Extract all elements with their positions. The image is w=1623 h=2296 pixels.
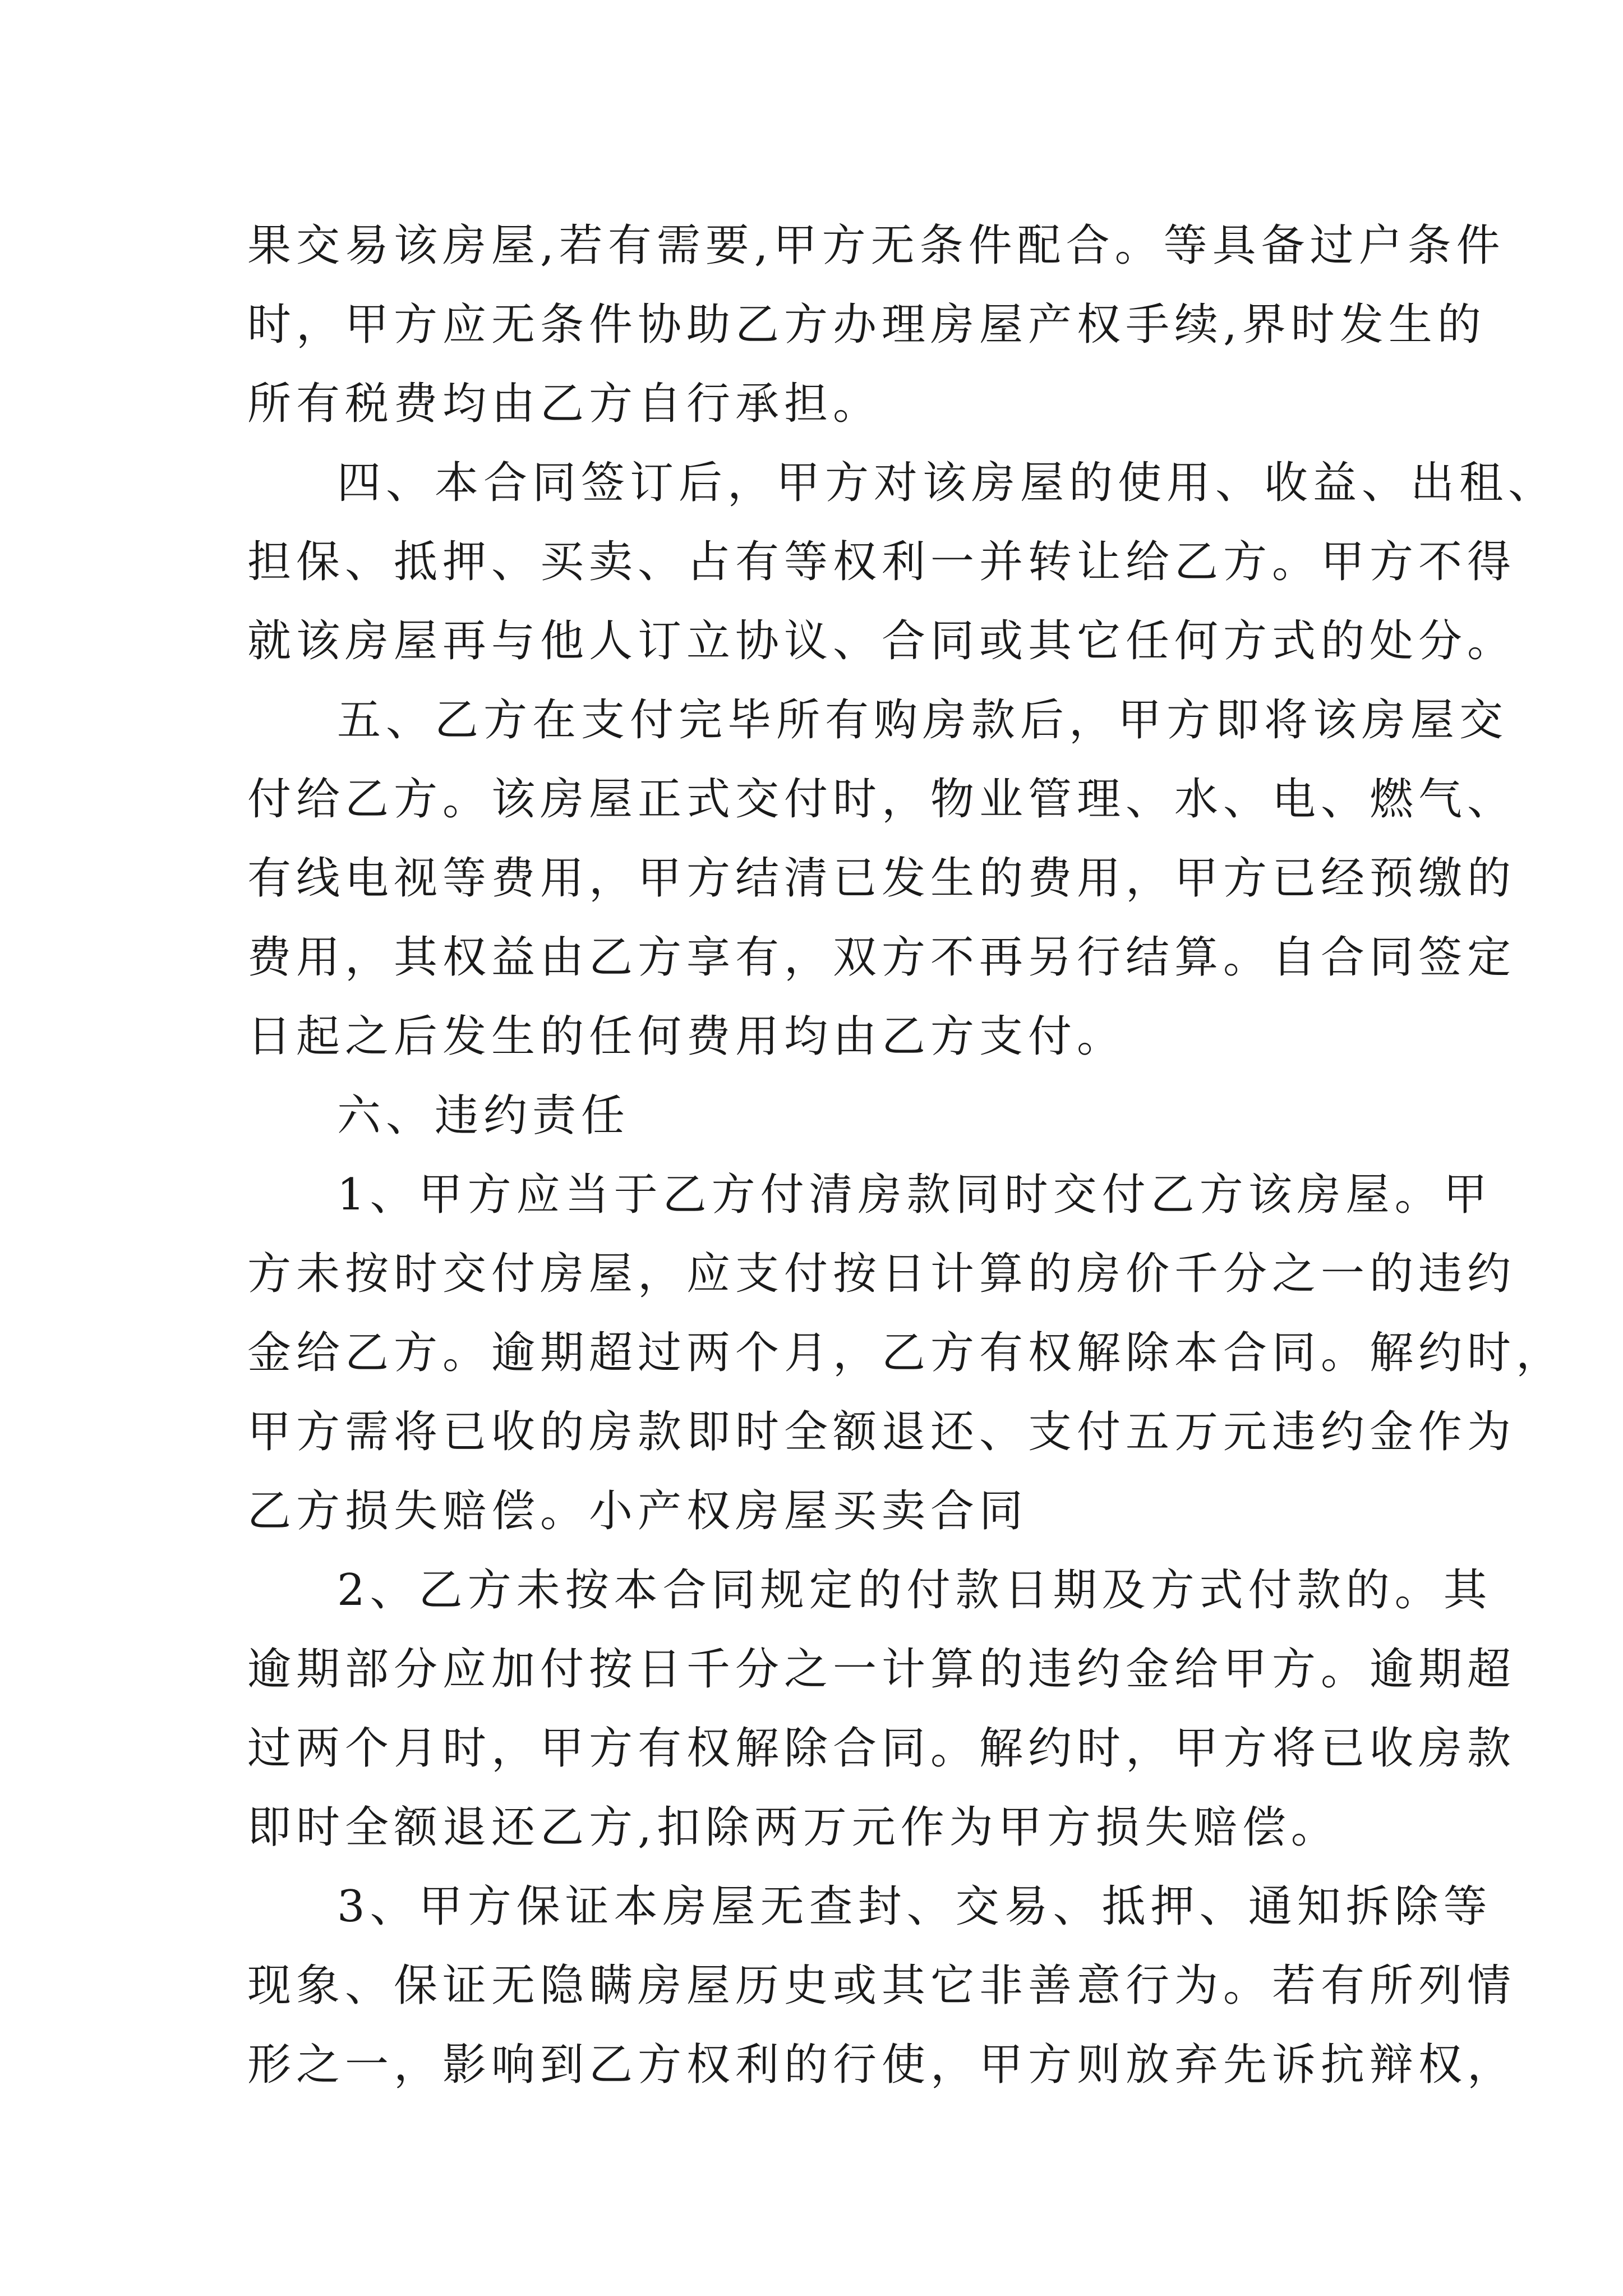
text-line: 1、甲方应当于乙方付清房款同时交付乙方该房屋。甲 xyxy=(337,1170,1492,1220)
text-line: 付给乙方。该房屋正式交付时，物业管理、水、电、燃气、 xyxy=(247,774,1516,825)
text-line: 即时全额退还乙方,扣除两万元作为甲方损失赔偿。 xyxy=(247,1802,1340,1853)
text-line: 日起之后发生的任何费用均由乙方支付。 xyxy=(247,1011,1126,1062)
text-line: 2、乙方未按本合同规定的付款日期及方式付款的。其 xyxy=(337,1565,1492,1616)
text-line: 费用，其权益由乙方享有，双方不再另行结算。自合同签定 xyxy=(247,932,1516,983)
text-line: 甲方需将已收的房款即时全额退还、支付五万元违约金作为 xyxy=(247,1407,1516,1457)
text-line: 逾期部分应加付按日千分之一计算的违约金给甲方。逾期超 xyxy=(247,1644,1516,1695)
text-line: 乙方损失赔偿。小产权房屋买卖合同 xyxy=(247,1486,1029,1536)
text-line: 五、乙方在支付完毕所有购房款后，甲方即将该房屋交 xyxy=(337,695,1509,746)
text-line: 3、甲方保证本房屋无查封、交易、抵押、通知拆除等 xyxy=(337,1881,1492,1932)
text-line: 现象、保证无隐瞒房屋历史或其它非善意行为。若有所列情 xyxy=(247,1961,1516,2011)
section-heading: 六、违约责任 xyxy=(337,1091,630,1141)
text-line: 形之一，影响到乙方权利的行使，甲方则放弃先诉抗辩权， xyxy=(247,2040,1516,2090)
text-line: 方未按时交付房屋，应支付按日计算的房价千分之一的违约 xyxy=(247,1249,1516,1299)
text-line: 四、本合同签订后，甲方对该房屋的使用、收益、出租、 xyxy=(337,458,1557,508)
text-line: 担保、抵押、买卖、占有等权利一并转让给乙方。甲方不得 xyxy=(247,537,1516,587)
text-line: 就该房屋再与他人订立协议、合同或其它任何方式的处分。 xyxy=(247,616,1516,666)
text-line: 所有税费均由乙方自行承担。 xyxy=(247,379,882,429)
document-body xyxy=(247,206,1565,2105)
text-line: 金给乙方。逾期超过两个月，乙方有权解除本合同。解约时， xyxy=(247,1328,1565,1378)
text-line: 果交易该房屋,若有需要,甲方无条件配合。等具备过户条件 xyxy=(247,220,1505,271)
text-line: 过两个月时，甲方有权解除合同。解约时，甲方将已收房款 xyxy=(247,1723,1516,1774)
text-line: 时，甲方应无条件协助乙方办理房屋产权手续,界时发生的 xyxy=(247,300,1486,350)
text-line: 有线电视等费用，甲方结清已发生的费用，甲方已经预缴的 xyxy=(247,853,1516,904)
